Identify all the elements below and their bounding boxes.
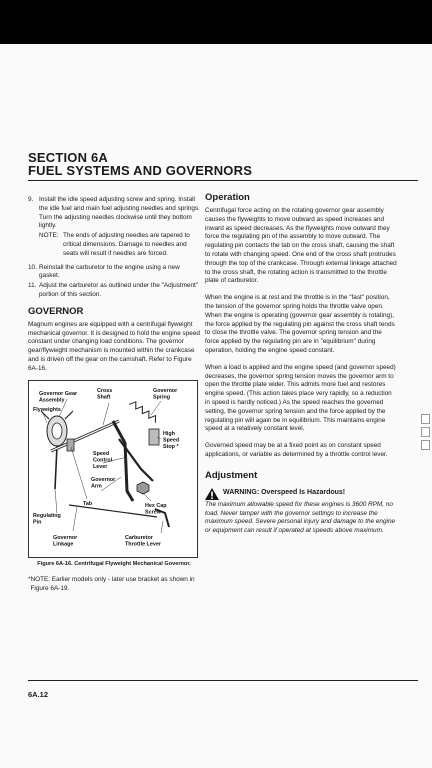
footer-rule xyxy=(28,680,418,681)
section-title: FUEL SYSTEMS AND GOVERNORS xyxy=(28,163,253,178)
note-label: NOTE: xyxy=(39,232,59,240)
note xyxy=(39,232,200,258)
governor-diagram xyxy=(29,381,197,557)
step-11 xyxy=(28,282,200,300)
label-governor-arm: Governor Arm xyxy=(91,476,116,490)
governor-text: Magnum engines are equipped with a centrifugal flyweight mechanical governor. It is designed to hold the engine speed constant under changing load conditions. The governor gear/flyweight mechanism is mounted within the crankcase and is driven off the gear on the camshaft. Refer to Figure 6A-16. xyxy=(28,320,200,372)
governor-heading: GOVERNOR xyxy=(28,305,84,317)
operation-paragraph: When the engine is at rest and the throttle is in the "fast" position, the tension of the governor spring holds the throttle valve open. When the engine is operating (governor gear assembly is rotating), the force applied by the regulating pin against the cross shaft tends to close the throttle valve. The governor spring tension and the force applied by the regulating pin are in "equilibrium" during operation, holding the engine speed constant. xyxy=(205,294,395,354)
governor-spring-shape xyxy=(129,399,159,422)
step-10 xyxy=(28,264,200,282)
left-column xyxy=(28,196,200,594)
manual-page xyxy=(0,44,432,768)
step-number: 11. xyxy=(28,282,37,290)
step-number: 9. xyxy=(28,196,34,203)
figure-caption: Figure 6A-16. Centrifugal Flyweight Mechanical Governor. xyxy=(37,560,191,567)
adjustment-heading: Adjustment xyxy=(205,469,258,481)
label-regulating-pin: Regulating Pin xyxy=(33,512,61,526)
label-carburetor-throttle-lever: Carburetor Throttle Lever xyxy=(125,534,161,548)
hex-cap-screw-shape xyxy=(137,482,149,494)
label-cross-shaft: Cross Shaft xyxy=(97,387,113,401)
step-number: 10. xyxy=(28,263,37,271)
operation-paragraph: Centrifugal force acting on the rotating governor gear assembly causes the flyweights to move outward as speed increases and inward as speed decreases. As the flyweights move outward they force the regulating pin of the assembly to move outward. The regulating pin contacts the tab on the cross shaft, causing the shaft to rotate with changing speed. One end of the cross shaft protrudes through the top of the crankcase. Through external linkage attached to the cross shaft, the rotating action is transmitted to the throttle plate of carburetor. xyxy=(205,207,397,285)
edge-tab xyxy=(421,414,430,424)
label-high-speed-stop: High Speed Stop * xyxy=(163,430,180,450)
page-number: 6A.12 xyxy=(28,690,49,699)
regulating-pin-shape xyxy=(55,446,57,489)
operation-heading: Operation xyxy=(205,192,250,203)
step-text: Reinstall the carburetor to the engine using a new gasket. xyxy=(39,263,180,280)
page-edge-tabs xyxy=(421,414,429,453)
governor-figure xyxy=(28,380,198,558)
step-text: Adjust the carburetor as outlined under the "Adjustment" portion of this section. xyxy=(39,282,199,298)
edge-tab xyxy=(421,440,430,450)
label-governor-linkage: Governor Linkage xyxy=(53,534,78,548)
edge-tab xyxy=(421,427,430,437)
label-flyweights: Flyweights xyxy=(33,406,61,413)
speed-control-lever-shape xyxy=(119,439,153,481)
label-governor-gear-assembly: Governor Gear Assembly xyxy=(39,390,78,404)
warning-box xyxy=(205,488,397,500)
tab-shape xyxy=(67,439,74,451)
gear-hub xyxy=(52,423,62,439)
section-number: SECTION 6A xyxy=(28,150,109,165)
note-text: The ends of adjusting needles are tapered to critical dimensions. Damage to needles and seats will result if needles are forced. xyxy=(63,232,190,257)
right-column xyxy=(205,192,397,536)
warning-title: WARNING: Overspeed Is Hazardous! xyxy=(223,488,346,496)
label-tab: Tab xyxy=(83,500,93,507)
footnote xyxy=(28,576,200,594)
footnote-text: NOTE: Earlier models only - later use bracket as shown in Figure 6A-19. xyxy=(30,576,195,592)
operation-paragraph: When a load is applied and the engine speed (and governor speed) decreases, the governor spring tension moves the governor arm to open the throttle plate wider. This admits more fuel and restores engine speed. (This action takes place very rapidly, so a reduction in speed is hardly noticed.) As the speed reaches the governed setting, the governor spring tension and the force applied by the regulating pin will again be in equilibrium. This maintains engine speed at a relatively constant level. xyxy=(205,363,396,433)
governor-arm-shape xyxy=(113,421,133,501)
label-hex-cap-screw: Hex Cap Screw xyxy=(145,502,167,516)
label-governor-spring: Governor Spring xyxy=(153,387,178,401)
step-9 xyxy=(28,196,200,231)
footnote-mark: * xyxy=(28,576,31,584)
step-text: Install the idle speed adjusting screw and spring. Install the idle fuel and main fuel adjusting needles and springs. Turn the adjusting needles clockwise until they bottom lightly. xyxy=(39,196,200,230)
label-speed-control-lever: Speed Control Lever xyxy=(93,450,113,470)
warning-triangle-icon xyxy=(205,488,219,500)
warning-text: The maximum allowable speed for these engines is 3600 RPM, no load. Never tamper with the governor settings to increase the maximum speed. Severe personal injury and damage to the engine or equipment can result if operated at speeds above maximum. xyxy=(205,500,396,535)
operation-paragraph: Governed speed may be at a fixed point as on constant speed applications, or variable as determined by a throttle control lever. xyxy=(205,442,388,458)
header-rule xyxy=(28,180,418,181)
